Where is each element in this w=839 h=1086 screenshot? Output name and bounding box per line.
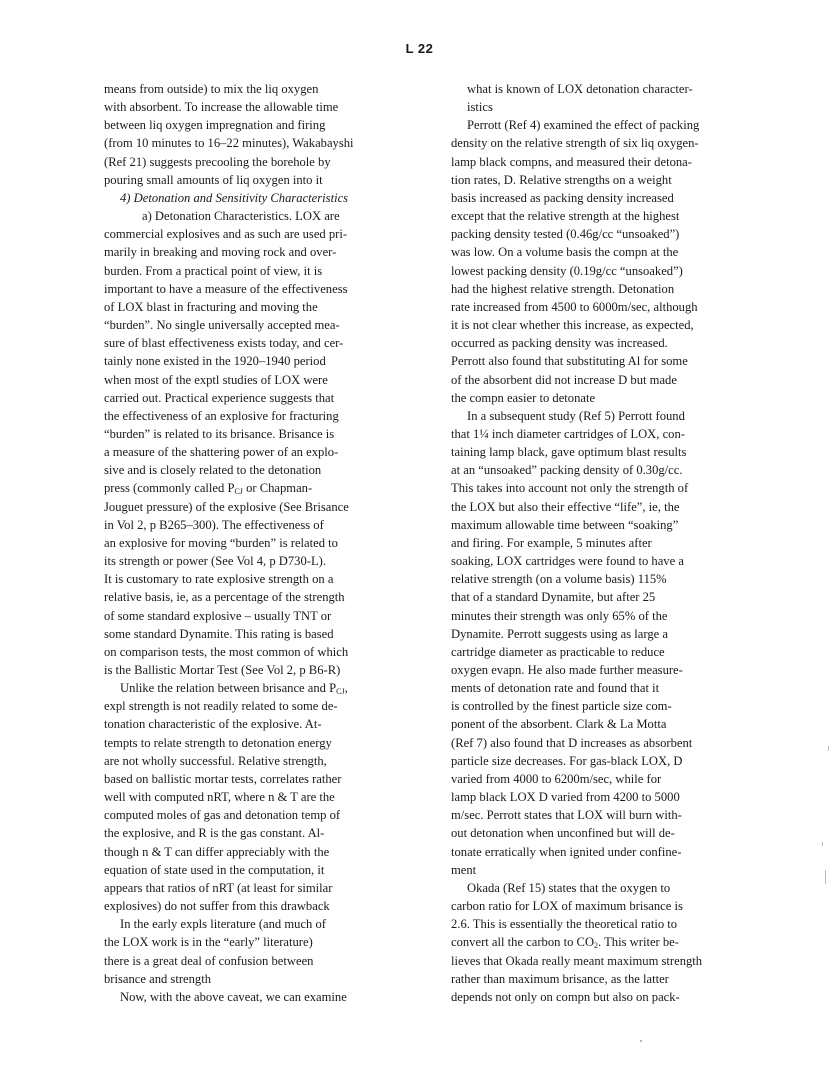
text-line: are not wholly successful. Relative strength, xyxy=(104,753,327,768)
text-line: the explosive, and R is the gas constant. Al- xyxy=(104,826,325,841)
text-line: pouring small amounts of liq oxygen into it xyxy=(104,172,323,187)
scan-mark xyxy=(822,842,823,846)
text-line: between liq oxygen impregnation and firing xyxy=(104,118,326,133)
page-number: L 22 xyxy=(405,41,434,56)
text-line: (Ref 21) suggests precooling the borehole by xyxy=(104,154,331,169)
text-line: computed moles of gas and detonation temp of xyxy=(104,808,341,823)
text-line: except that the relative strength at the highest xyxy=(451,209,680,224)
text-line: the compn easier to detonate xyxy=(451,390,596,405)
text-line: particle size decreases. For gas-black LOX, D xyxy=(451,753,683,768)
text-line: Dynamite. Perrott suggests using as large a xyxy=(451,626,668,641)
text-line: maximum allowable time between “soaking” xyxy=(451,517,679,532)
text-line: istics xyxy=(467,100,493,115)
text-line: tonate erratically when ignited under confine- xyxy=(451,844,682,859)
text-line: lamp black compns, and measured their detona- xyxy=(451,154,692,169)
text-line: what is known of LOX detonation character- xyxy=(467,82,693,96)
left-column xyxy=(104,80,410,1006)
text-line: “burden” is related to its brisance. Brisance is xyxy=(104,426,335,441)
text-line: relative strength (on a volume basis) 115% xyxy=(451,572,667,587)
text-line: Now, with the above caveat, we can examine xyxy=(120,989,347,1004)
scan-mark xyxy=(828,746,829,751)
text-line: is controlled by the finest particle size com- xyxy=(451,699,672,714)
text-line: the LOX work is in the “early” literature) xyxy=(104,935,313,950)
text-line: basis increased as packing density increased xyxy=(451,190,674,205)
text-line: This takes into account not only the strength of xyxy=(451,481,689,496)
text-line: rate increased from 4500 to 6000m/sec, although xyxy=(451,299,698,314)
text-line: tion rates, D. Relative strengths on a weight xyxy=(451,172,672,187)
text-line: cartridge diameter as practicable to reduce xyxy=(451,644,665,659)
text-line: carried out. Practical experience suggests that xyxy=(104,390,335,405)
text-line: sive and is closely related to the detonation xyxy=(104,463,322,478)
text-line: minutes their strength was only 65% of the xyxy=(451,608,668,623)
text-line: In the early expls literature (and much of xyxy=(120,917,326,932)
text-line: with absorbent. To increase the allowable time xyxy=(104,100,339,115)
text-line: tainly none existed in the 1920–1940 period xyxy=(104,354,326,369)
text-segment: , xyxy=(344,681,348,696)
text-line: density on the relative strength of six liq oxygen- xyxy=(451,136,699,151)
text-line: the effectiveness of an explosive for fracturing xyxy=(104,408,339,423)
text-line: explosives) do not suffer from this drawback xyxy=(104,899,330,914)
text-line: rather than maximum brisance, as the latter xyxy=(451,971,669,986)
text-line: that of a standard Dynamite, but after 25 xyxy=(451,590,656,605)
text-line: lieves that Okada really meant maximum strength xyxy=(451,953,703,968)
text-line xyxy=(104,679,410,697)
text-segment: press (commonly called P xyxy=(104,481,235,496)
section-heading: 4) Detonation and Sensitivity Characteristics xyxy=(120,190,349,205)
text-line: In a subsequent study (Ref 5) Perrott found xyxy=(467,408,685,423)
cj-subscript: CJ xyxy=(336,687,345,697)
text-line: of some standard explosive – usually TNT or xyxy=(104,608,332,623)
text-line: It is customary to rate explosive strength on a xyxy=(104,572,334,587)
text-line: marily in breaking and moving rock and over- xyxy=(104,245,337,260)
text-line: when most of the exptl studies of LOX were xyxy=(104,372,328,387)
text-segment: Unlike the relation between brisance and P xyxy=(120,681,337,696)
text-line: of the absorbent did not increase D but made xyxy=(451,372,677,387)
text-line: out detonation when unconfined but will de- xyxy=(451,826,675,841)
text-line: (from 10 minutes to 16–22 minutes), Wakabayshi xyxy=(104,136,354,151)
text-line: a measure of the shattering power of an explo- xyxy=(104,445,339,460)
text-line xyxy=(104,479,410,497)
cj-subscript: CJ xyxy=(234,487,243,497)
text-line: ponent of the absorbent. Clark & La Motta xyxy=(451,717,667,732)
text-line: its strength or power (See Vol 4, p D730-L). xyxy=(104,554,326,569)
text-segment: . This writer be- xyxy=(598,935,679,950)
text-line: equation of state used in the computation, it xyxy=(104,862,325,877)
text-line: expl strength is not readily related to some de- xyxy=(104,699,338,714)
text-line: sure of blast effectiveness exists today, and cer- xyxy=(104,336,344,351)
scan-mark xyxy=(825,870,826,884)
text-line xyxy=(451,933,767,951)
text-line: brisance and strength xyxy=(104,971,212,986)
text-line: was low. On a volume basis the compn at the xyxy=(451,245,679,260)
text-line: m/sec. Perrott states that LOX will burn with- xyxy=(451,808,682,823)
scan-mark xyxy=(640,1040,642,1042)
text-segment: convert all the carbon to CO xyxy=(451,935,595,950)
text-line: 2.6. This is essentially the theoretical ratio to xyxy=(451,917,678,932)
text-line: ments of detonation rate and found that it xyxy=(451,681,660,696)
text-line: important to have a measure of the effectiveness xyxy=(104,281,348,296)
text-line: packing density tested (0.46g/cc “unsoaked”) xyxy=(451,227,680,242)
text-line: in Vol 2, p B265–300). The effectiveness of xyxy=(104,517,324,532)
text-line: taining lamp black, gave optimum blast results xyxy=(451,445,687,460)
text-line: ment xyxy=(451,862,477,877)
text-line: “burden”. No single universally accepted mea- xyxy=(104,318,340,333)
text-line: occurred as packing density was increased. xyxy=(451,336,668,351)
text-line: the LOX but also their effective “life”, ie, the xyxy=(451,499,680,514)
text-line: an explosive for moving “burden” is related to xyxy=(104,535,338,550)
subsection-heading: a) Detonation Characteristics. LOX are xyxy=(142,209,340,224)
text-line: oxygen evapn. He also made further measure- xyxy=(451,663,683,677)
text-line: depends not only on compn but also on pack- xyxy=(451,989,680,1004)
text-line: is the Ballistic Mortar Test (See Vol 2, p B6-R) xyxy=(104,663,341,677)
text-line: lowest packing density (0.19g/cc “unsoaked”) xyxy=(451,263,683,278)
text-line: Perrott also found that substituting Al for some xyxy=(451,354,688,369)
co2-subscript: 2 xyxy=(594,941,599,951)
text-line: lamp black LOX D varied from 4200 to 5000 xyxy=(451,790,680,805)
text-line: Okada (Ref 15) states that the oxygen to xyxy=(467,880,671,895)
text-line: means from outside) to mix the liq oxygen xyxy=(104,82,319,96)
text-line: Perrott (Ref 4) examined the effect of packing xyxy=(467,118,700,133)
text-line: soaking, LOX cartridges were found to have a xyxy=(451,554,684,569)
text-line: there is a great deal of confusion between xyxy=(104,953,314,968)
text-line: though n & T can differ appreciably with the xyxy=(104,844,330,859)
text-line: carbon ratio for LOX of maximum brisance is xyxy=(451,899,683,914)
text-line: based on ballistic mortar tests, correlates rather xyxy=(104,771,342,786)
text-line: on comparison tests, the most common of which xyxy=(104,644,349,659)
text-line: had the highest relative strength. Detonation xyxy=(451,281,675,296)
text-line: relative basis, ie, as a percentage of the strength xyxy=(104,590,345,605)
text-line: that 1¼ inch diameter cartridges of LOX, con- xyxy=(451,426,685,441)
text-line: tonation characteristic of the explosive. At- xyxy=(104,717,322,732)
right-column xyxy=(451,80,767,1006)
text-line: some standard Dynamite. This rating is based xyxy=(104,626,334,641)
text-line: varied from 4000 to 6200m/sec, while for xyxy=(451,771,662,786)
text-line: it is not clear whether this increase, as expected, xyxy=(451,318,694,333)
text-line: well with computed nRT, where n & T are the xyxy=(104,790,335,805)
text-line: Jouguet pressure) of the explosive (See Brisance xyxy=(104,499,349,514)
text-line: at an “unsoaked” packing density of 0.30g/cc. xyxy=(451,463,683,478)
text-line: tempts to relate strength to detonation energy xyxy=(104,735,332,750)
text-line: and firing. For example, 5 minutes after xyxy=(451,535,652,550)
text-line: commercial explosives and as such are used pri- xyxy=(104,227,348,242)
text-line: (Ref 7) also found that D increases as absorbent xyxy=(451,735,693,750)
text-line: of LOX blast in fracturing and moving the xyxy=(104,299,318,314)
text-line: burden. From a practical point of view, it is xyxy=(104,263,323,278)
text-segment: or Chapman- xyxy=(242,481,313,496)
text-line: appears that ratios of nRT (at least for similar xyxy=(104,880,333,895)
